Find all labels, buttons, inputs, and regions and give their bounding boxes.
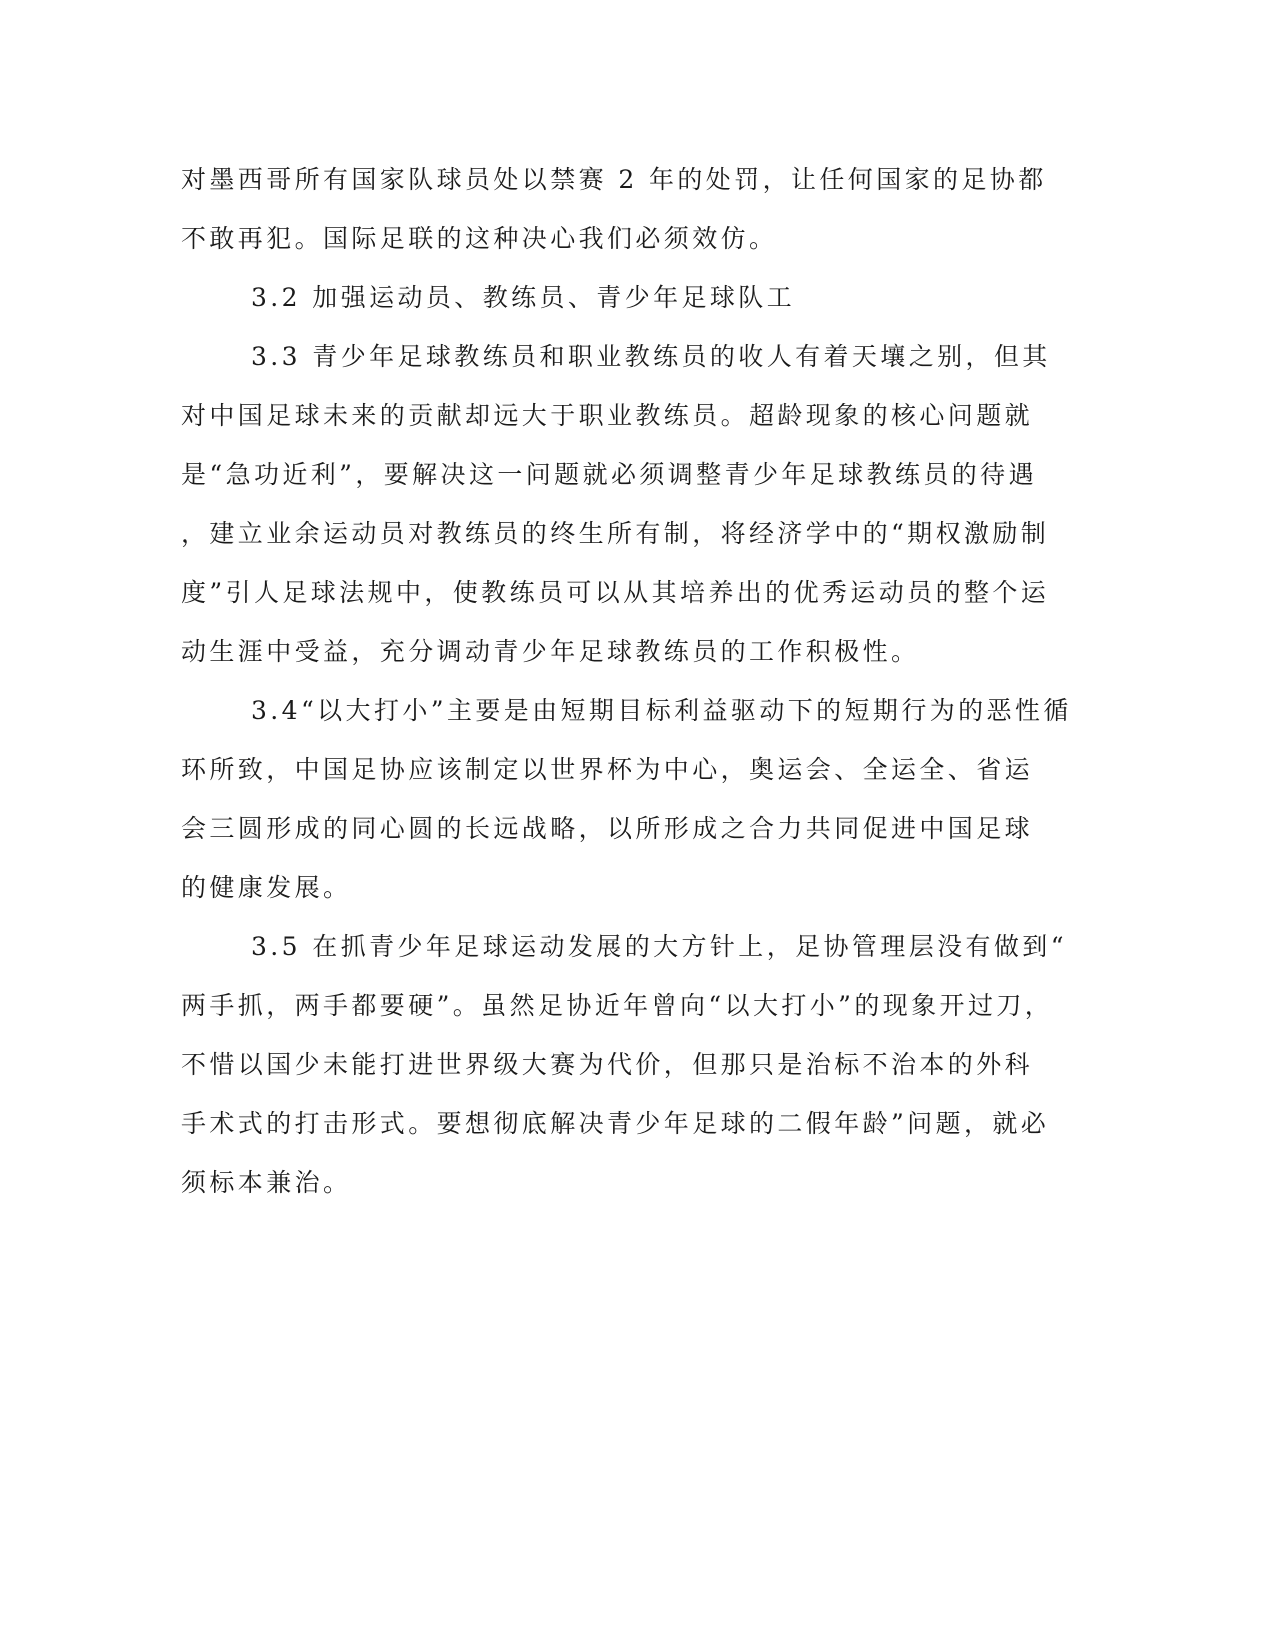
section-heading-3-2: 3.2 加强运动员、教练员、青少年足球队工 — [251, 283, 796, 312]
text-line: 须标本兼治。 — [181, 1168, 352, 1197]
text-line: 两手抓，两手都要硬”。虽然足协近年曾向“以大打小”的现象开过刀， — [181, 991, 1054, 1020]
text-line: 手术式的打击形式。要想彻底解决青少年足球的二假年龄”问题，就必 — [181, 1109, 1050, 1138]
text-line: 动生涯中受益，充分调动青少年足球教练员的工作积极性。 — [181, 637, 920, 666]
paragraph-3-3-start: 3.3 青少年足球教练员和职业教练员的收人有着天壤之别，但其 — [251, 342, 1051, 371]
paragraph-3-5-start: 3.5 在抓青少年足球运动发展的大方针上，足协管理层没有做到“ — [251, 932, 1067, 961]
text-line: 会三圆形成的同心圆的长远战略，以所形成之合力共同促进中国足球 — [181, 814, 1034, 843]
text-line: 环所致，中国足协应该制定以世界杯为中心，奥运会、全运全、省运 — [181, 755, 1034, 784]
text-line: 不敢再犯。国际足联的这种决心我们必须效仿。 — [181, 224, 778, 253]
text-line: 的健康发展。 — [181, 873, 352, 902]
text-line: 对墨西哥所有国家队球员处以禁赛 2 年的处罚，让任何国家的足协都 — [181, 165, 1047, 194]
text-line: 度”引人足球法规中，使教练员可以从其培养出的优秀运动员的整个运 — [181, 578, 1050, 607]
text-line: 是“急功近利”，要解决这一问题就必须调整青少年足球教练员的待遇 — [181, 460, 1037, 489]
text-line: 不惜以国少未能打进世界级大赛为代价，但那只是治标不治本的外科 — [181, 1050, 1034, 1079]
text-line: ，建立业余运动员对教练员的终生所有制，将经济学中的“期权激励制 — [181, 519, 1050, 548]
paragraph-3-4-start: 3.4“以大打小”主要是由短期目标利益驱动下的短期行为的恶性循 — [251, 696, 1072, 725]
text-line: 对中国足球未来的贡献却远大于职业教练员。超龄现象的核心问题就 — [181, 401, 1034, 430]
document-body — [181, 158, 1072, 1220]
